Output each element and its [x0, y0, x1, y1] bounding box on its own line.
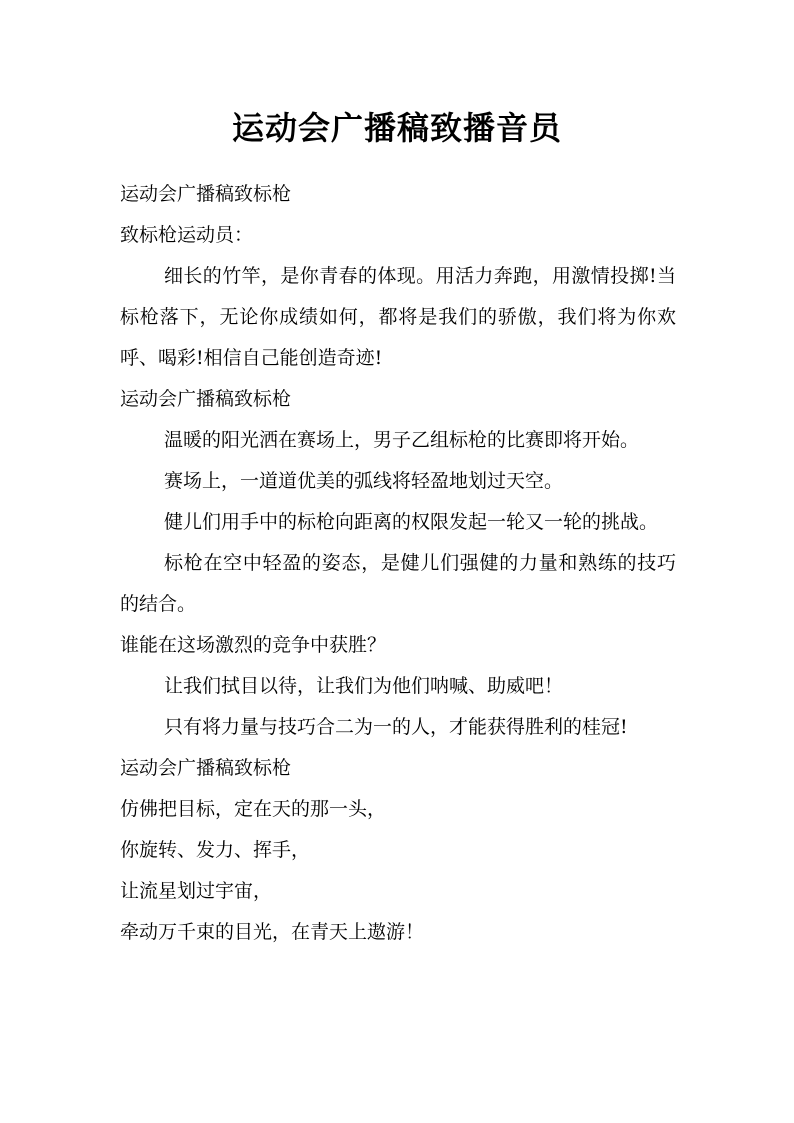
document-title: 运动会广播稿致播音员: [231, 109, 562, 147]
section-heading: 运动会广播稿致标枪: [120, 388, 292, 410]
paragraph: 只有将力量与技巧合二为一的人，才能获得胜利的桂冠!: [164, 716, 628, 738]
paragraph: 让我们拭目以待，让我们为他们呐喊、助威吧！: [164, 675, 564, 697]
paragraph: 温暖的阳光洒在赛场上，男子乙组标枪的比赛即将开始。: [164, 429, 640, 451]
paragraph: 赛场上，一道道优美的弧线将轻盈地划过天空。: [164, 470, 564, 492]
paragraph: 细长的竹竿，是你青春的体现。用活力奔跑，用激情投掷!当标枪落下，无论你成绩如何，都将是我们的骄傲，我们将为你欢呼、喝彩!相信自己能创造奇迹!: [120, 265, 676, 369]
verse-line: 牵动万千束的目光，在青天上遨游！: [120, 921, 425, 943]
verse-line: 仿佛把目标，定在天的那一头，: [120, 798, 387, 820]
paragraph: 谁能在这场激烈的竞争中获胜？: [120, 634, 387, 656]
paragraph: 标枪在空中轻盈的姿态，是健儿们强健的力量和熟练的技巧的结合。: [120, 552, 676, 615]
paragraph: 健儿们用手中的标枪向距离的权限发起一轮又一轮的挑战。: [164, 511, 659, 533]
verse-line: 你旋转、发力、挥手，: [120, 839, 311, 861]
section-heading: 运动会广播稿致标枪: [120, 757, 292, 779]
document-body: [120, 174, 676, 953]
salutation: 致标枪运动员：: [120, 224, 254, 246]
section-heading: 运动会广播稿致标枪: [120, 183, 292, 205]
verse-line: 让流星划过宇宙，: [120, 880, 273, 902]
